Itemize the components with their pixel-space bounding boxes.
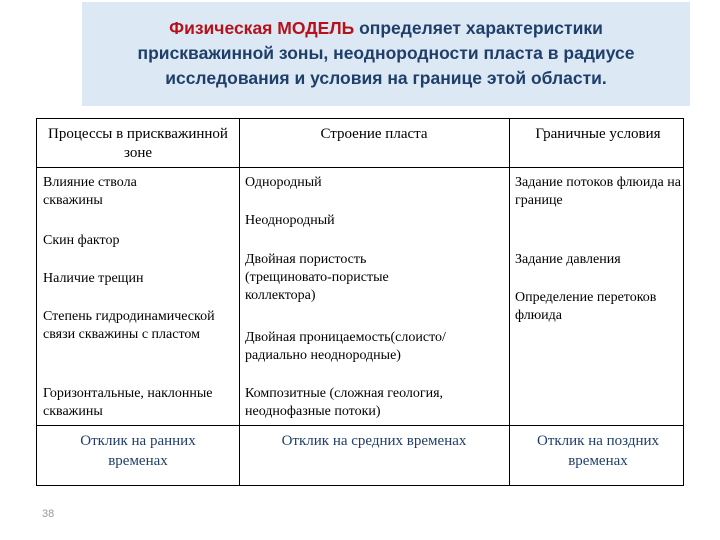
response-middle: Отклик на средних временах [281, 433, 467, 449]
boundary-item: Задание потоков флюида на границе [515, 175, 681, 208]
process-item: Влияние ствола скважины [43, 175, 137, 208]
header-divider [37, 167, 683, 168]
response-late: Отклик на поздних временах [536, 433, 660, 469]
boundary-item: Определение перетоков флюида [515, 290, 657, 323]
header-boundary: Граничные условия [535, 126, 661, 142]
process-item: Наличие трещин [43, 271, 144, 286]
structure-item: Двойная пористость (трещиновато-пористые коллектора) [245, 252, 389, 303]
page-number: 38 [42, 508, 55, 520]
title-accent: Физическая МОДЕЛЬ [169, 18, 360, 38]
process-item: Горизонтальные, наклонные скважины [43, 386, 213, 419]
model-table [36, 118, 684, 486]
column-divider [239, 119, 240, 485]
header-structure: Строение пласта [320, 126, 428, 142]
header-processes: Процессы в прискважинной зоне [48, 126, 228, 161]
title-line-1 [92, 16, 680, 41]
slide-title [82, 2, 690, 106]
structure-item: Двойная проницаемость(слоисто/ радиально неоднородные) [245, 330, 446, 363]
boundary-item: Задание давления [515, 252, 621, 267]
structure-item: Композитные (сложная геология, неоднофазные потоки) [245, 386, 444, 419]
title-rest: определяет характеристики [359, 18, 603, 38]
structure-item: Неоднородный [245, 213, 335, 228]
footer-divider [37, 425, 683, 426]
process-item: Скин фактор [43, 233, 120, 248]
structure-item: Однородный [245, 175, 322, 190]
title-line-2: прискважинной зоны, неоднородности пласта в радиусе [137, 43, 635, 63]
column-divider [509, 119, 510, 485]
response-early: Отклик на ранних временах [80, 433, 196, 469]
title-line-3: исследования и условия на границе этой области. [165, 68, 607, 88]
process-item: Степень гидродинамической связи скважины с пластом [43, 309, 215, 342]
